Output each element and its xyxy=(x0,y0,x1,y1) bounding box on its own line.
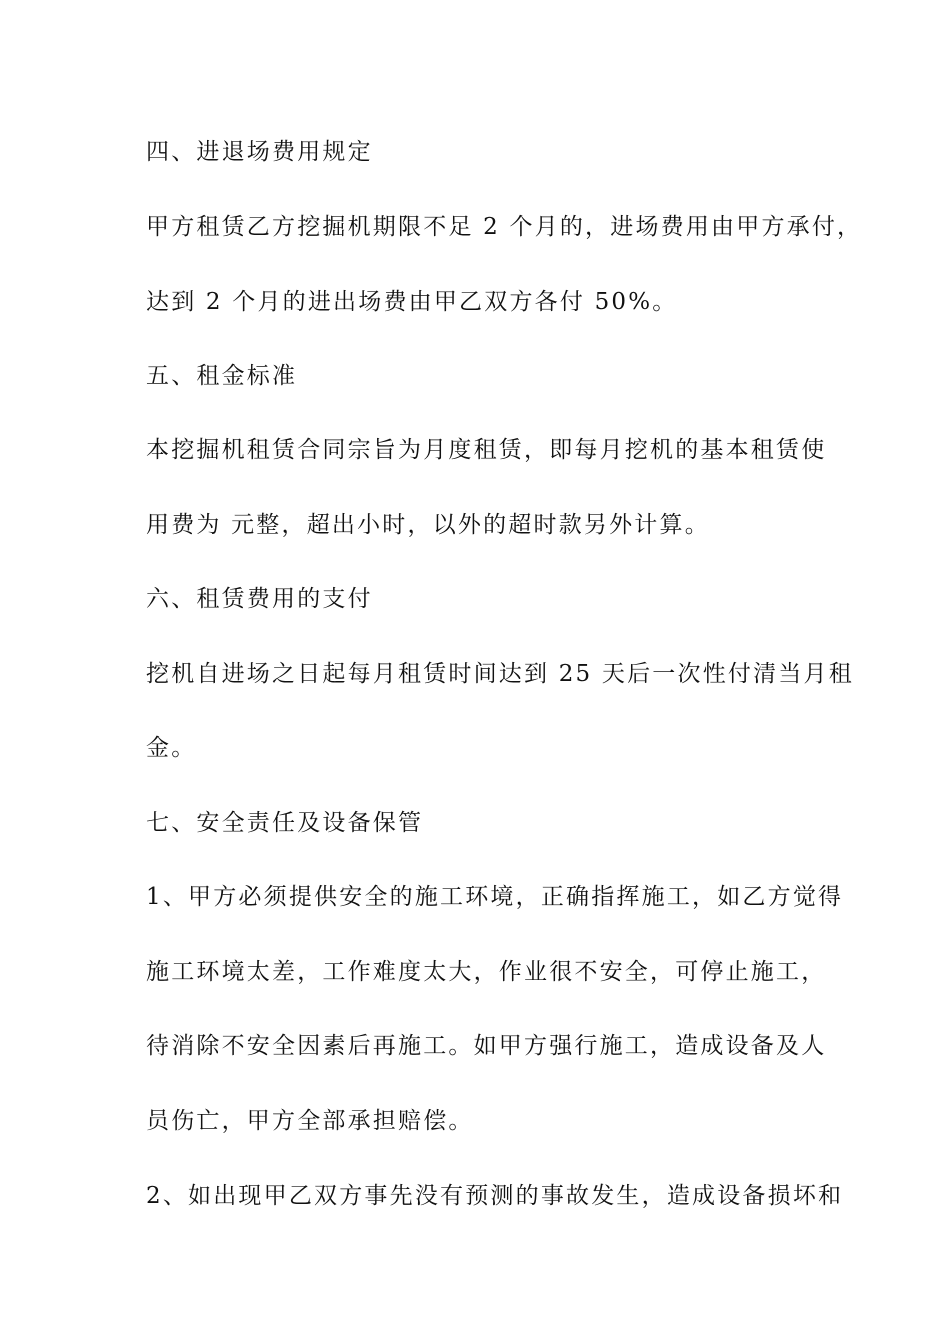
paragraph-line: 施工环境太差，工作难度太大，作业很不安全，可停止施工， xyxy=(146,959,827,985)
section-heading-5: 五、租金标准 xyxy=(146,363,298,389)
paragraph-line: 甲方租赁乙方挖掘机期限不足 2 个月的，进场费用由甲方承付， xyxy=(146,214,863,240)
paragraph-line: 本挖掘机租赁合同宗旨为月度租赁，即每月挖机的基本租赁使 xyxy=(146,437,827,463)
paragraph-line: 用费为 元整，超出小时，以外的超时款另外计算。 xyxy=(146,512,710,538)
section-heading-4: 四、进退场费用规定 xyxy=(146,139,373,165)
section-heading-6: 六、租赁费用的支付 xyxy=(146,586,373,612)
paragraph-line: 金。 xyxy=(146,735,197,761)
paragraph-line: 挖机自进场之日起每月租赁时间达到 25 天后一次性付清当月租 xyxy=(146,661,854,687)
paragraph-line: 1、甲方必须提供安全的施工环境，正确指挥施工，如乙方觉得 xyxy=(146,884,844,910)
paragraph-line: 2、如出现甲乙双方事先没有预测的事故发生，造成设备损坏和 xyxy=(146,1183,844,1209)
paragraph-line: 达到 2 个月的进出场费由甲乙双方各付 50%。 xyxy=(146,289,678,315)
paragraph-line: 员伤亡，甲方全部承担赔偿。 xyxy=(146,1108,474,1134)
section-heading-7: 七、安全责任及设备保管 xyxy=(146,810,424,836)
paragraph-line: 待消除不安全因素后再施工。如甲方强行施工，造成设备及人 xyxy=(146,1033,827,1059)
